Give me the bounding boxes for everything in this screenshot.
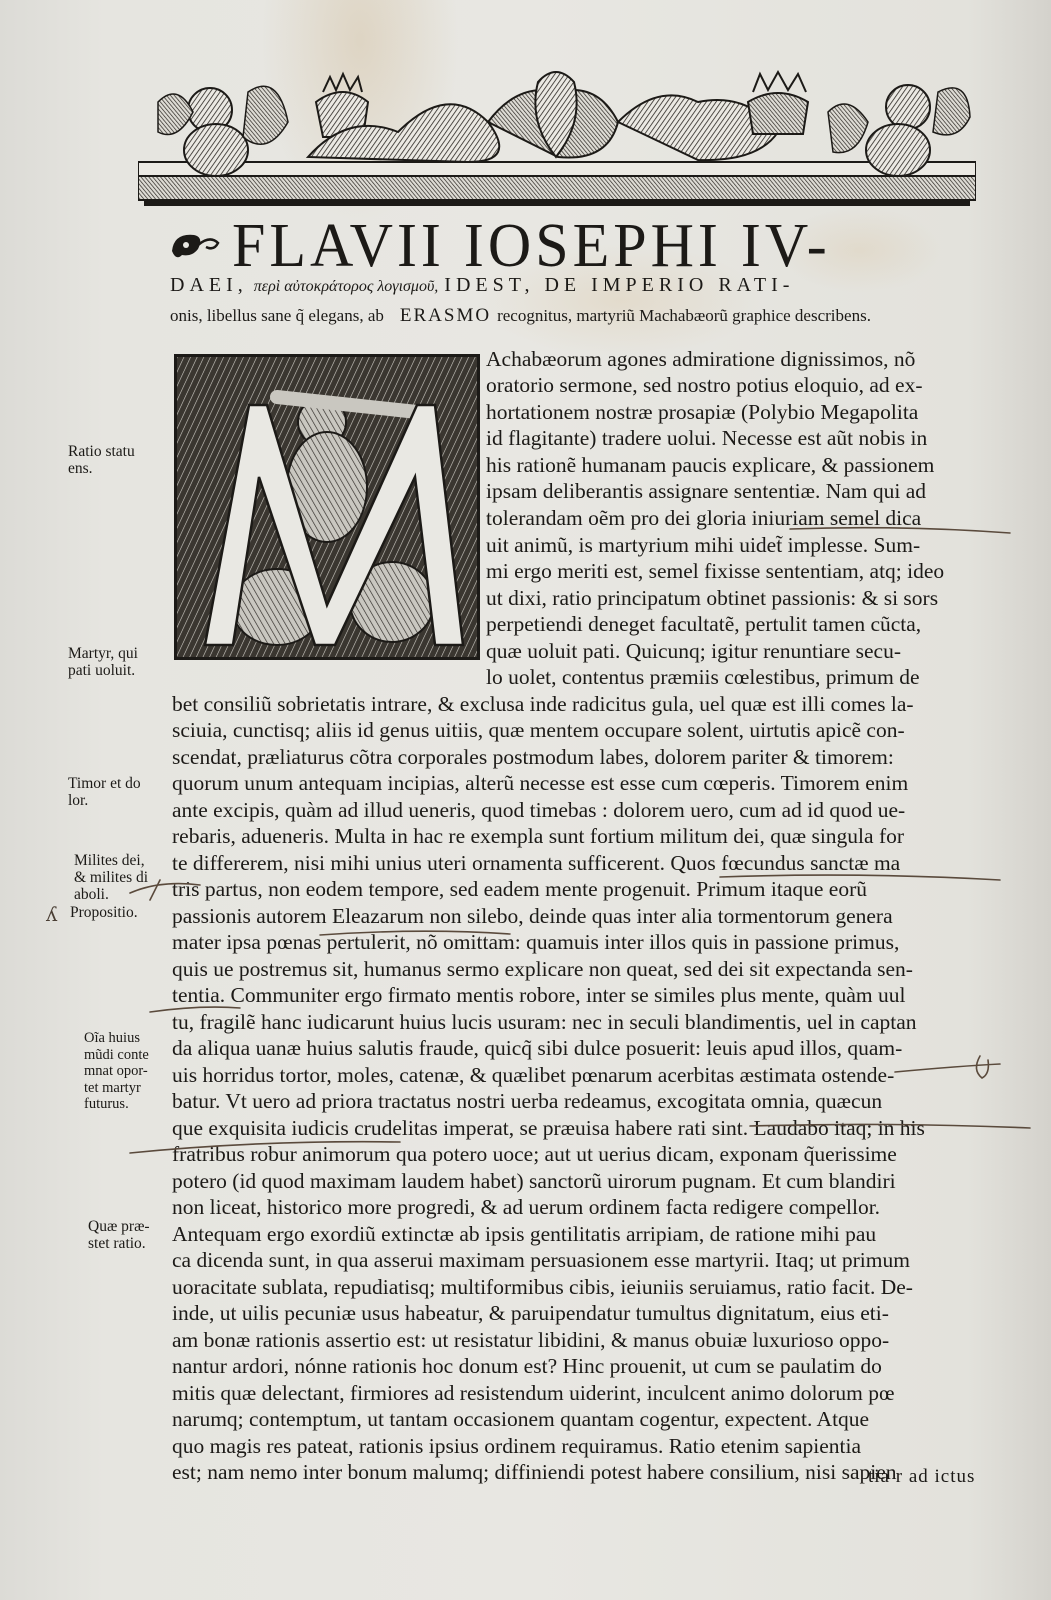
text-line: mi ergo meriti est, semel fixisse sententiam, atq; ideo	[486, 559, 945, 583]
text-line: ante excipis, quàm ad illud ueneris, quod timebas : dolorem uero, cum ad id quod ue-	[172, 798, 906, 822]
text-line: batur. Vt uero ad priora tractatus nostri uerba redeamus, excogitata omnia, quæcun	[172, 1089, 883, 1113]
text-line: rebaris, adueneris. Multa in hac re exempla sunt fortium militum dei, quæ singula for	[172, 824, 905, 848]
text-line: uit animũ, is martyrium mihi uidet̃ implesse. Sum-	[486, 533, 921, 557]
text-line: potero (id quod maximam laudem habet) sanctorũ uirorum pugnam. Et cum blandiri	[172, 1169, 896, 1193]
text-line: ca dicenda sunt, in qua asserui maximam persuasionem esse martyrii. Itaq; ut primum	[172, 1248, 910, 1272]
text-line: id flagitante) tradere uolui. Necesse est aũt nobis in	[486, 426, 928, 450]
text-line: inde, ut uilis pecuniæ usus habeatur, & paruipendatur tumultus dignitatum, eius eti-	[172, 1301, 889, 1325]
leaf-fleuron-icon	[168, 227, 226, 263]
text-line: oratorio sermone, sed nostro potius eloquio, ad ex-	[486, 373, 923, 397]
book-title: FLAVII IOSEPHI IV-	[232, 210, 831, 280]
text-line: mitis quæ delectant, firmiores ad resistendum uiderint, inculcent animo dolorum pœ	[172, 1381, 895, 1405]
text-line: tolerandam oẽm pro dei gloria iniuriam semel dica	[486, 506, 922, 530]
text-line: tu, fragilẽ hanc iudicarunt huius lucis usuram: nec in seculi blandimentis, uel in captan	[172, 1010, 917, 1034]
text-line: passionis autorem Eleazarum non silebo, deinde quas inter alia tormentorum genera	[172, 904, 893, 928]
text-line: bet consiliũ sobrietatis intrare, & exclusa inde radicitus gula, uel quæ est illi comes la-	[172, 692, 914, 716]
text-line: narumq; contemptum, ut tantam occasionem quantam cogentur, expectent. Atque	[172, 1407, 870, 1431]
woodcut-headpiece-icon	[138, 62, 976, 210]
text-line: his rationẽ humanam paucis explicare, & passionem	[486, 453, 935, 477]
text-line: uis horridus tortor, moles, catenæ, & quælibet pœnarum acerbitas æstimata ostende-	[172, 1063, 895, 1087]
text-line: quis ue postremus sit, humanus sermo explicare non queat, sed dei sit expectanda sen-	[172, 957, 913, 981]
subtitle-caps-b: IDEST, DE IMPERIO RATI-	[444, 274, 795, 296]
margin-note: Milites dei, & milites di aboli.	[74, 852, 149, 903]
text-line: nantur ardori, nónne rationis hoc donum est? Hinc prouenit, ut cum se paulatim do	[172, 1354, 882, 1378]
text-line: am bonæ rationis assertio est: ut resistatur libidini, & manus obuiæ luxurioso oppo-	[172, 1328, 890, 1352]
text-line: da aliqua uanæ huius salutis fraude, quicq̃ sibi dulce posuerit: leuis apud illos, quam-	[172, 1036, 903, 1060]
text-line: lo uolet, contentus præmiis cœlestibus, primum de	[486, 665, 920, 689]
margin-note: Quæ præ- stet ratio.	[88, 1218, 150, 1252]
text-line: non liceat, historico more progredi, & ad uerum ordinem facta redigere compellor.	[172, 1195, 881, 1219]
text-line: fratribus robur animorum qua potero uoce; aut ut uerius dicam, exponam q̃uerissime	[172, 1142, 897, 1166]
erasmus-name: ERASMO	[399, 305, 492, 326]
catchword: tia r ad ictus	[868, 1466, 976, 1487]
text-line: hortationem nostræ prosapiæ (Polybio Megapolita	[486, 400, 919, 424]
subtitle-line	[170, 274, 1000, 302]
text-line: te differerem, nisi mihi unius uteri ornamenta sufficerent. Quos fœcundus sanctæ ma	[172, 851, 901, 875]
margin-note: Ratio statu ens.	[68, 443, 135, 477]
text-line: Antequam ergo exordiũ extinctæ ab ipsis gentilitatis arripiam, de ratione mihi pau	[172, 1222, 877, 1246]
text-line: ipsam deliberantis assignare sententiæ. Nam qui ad	[486, 479, 927, 503]
subtitle-caps-a: DAEI,	[170, 274, 248, 296]
text-line: quorum unum antequam incipias, alterũ necesse est esse cum cœperis. Timorem enim	[172, 771, 909, 795]
subtitle-greek: περὶ αὐτοκράτορος λογισμοῦ,	[253, 278, 439, 295]
text-line: que exquisita iudicis crudelitas imperat, se præuisa habere rati sint. Laudabo itaq; in his	[172, 1116, 925, 1140]
margin-note: Oĩa huius mũdi conte mnat opor- tet martyr futurus.	[84, 1030, 149, 1112]
title-line	[168, 212, 998, 278]
historiated-initial-m-icon	[174, 354, 480, 660]
text-line: Achabæorum agones admiratione dignissimos, nõ	[486, 347, 916, 371]
text-line: tris partus, non eodem tempore, sed eadem mente progenuit. Primum itaque eorũ	[172, 877, 867, 901]
text-line: quæ uoluit pati. Quicunq; igitur renuntiare secu-	[486, 639, 901, 663]
text-line: tentia. Communiter ergo firmato mentis robore, inter se similes plus mente, quàm uul	[172, 983, 906, 1007]
text-line: quo magis res pateat, rationis ipsius ordinem requiramus. Ratio etenim sapientia	[172, 1434, 862, 1458]
text-line: uoracitate sublata, repudiatisq; multiformibus cibis, ieiuniis seruiamus, ratio facit. De-	[172, 1275, 913, 1299]
margin-note: Propositio.	[70, 904, 138, 921]
third-line-b: recognitus, martyriũ Machabæorũ graphice describens.	[497, 306, 871, 325]
third-line-a: onis, libellus sane q̃ elegans, ab	[170, 306, 384, 325]
handwritten-margin-mark: ʎ	[46, 902, 58, 926]
text-line: sciuia, cunctisq; aliis id genus uitiis, quæ mentem occupare solent, uirtutis apicẽ con-	[172, 718, 905, 742]
title-third-line	[170, 305, 1000, 331]
text-line: scendat, præliaturus cõtra corporales postmodum labes, dolorem pariter & timorem:	[172, 745, 894, 769]
text-line: perpetiendi deneget facultatẽ, pertulit tamen cũcta,	[486, 612, 922, 636]
text-line: mater ipsa pœnas pertulerit, nõ omittam: quamuis inter illos quis in passione primus,	[172, 930, 900, 954]
text-line: ut dixi, ratio principatum obtinet passionis: & si sors	[486, 586, 939, 610]
margin-note: Timor et do lor.	[68, 775, 141, 809]
text-line: est; nam nemo inter bonum malumq; diffiniendi potest habere consilium, nisi sapien	[172, 1460, 897, 1484]
margin-note: Martyr, qui pati uoluit.	[68, 645, 138, 679]
